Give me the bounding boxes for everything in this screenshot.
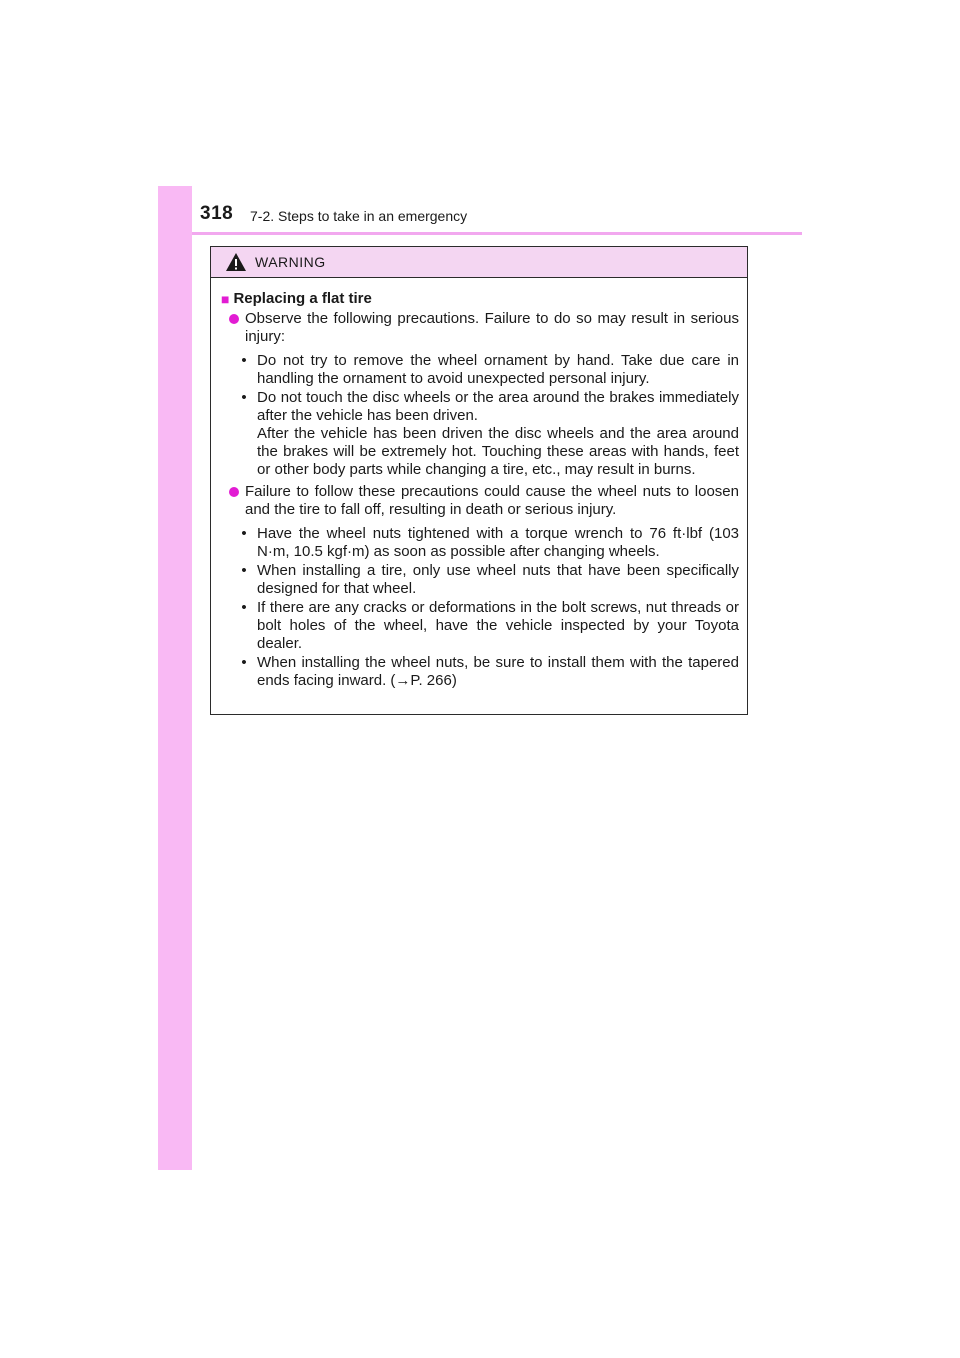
square-bullet-icon: ■	[221, 291, 230, 307]
list-item-text: If there are any cracks or deformations in the bolt screws, nut threads or bolt holes of the wheel, have the vehicle inspected by your Toyota dealer.	[257, 599, 739, 652]
sub-heading	[221, 290, 739, 308]
precaution-text: Observe the following precautions. Failure to do so may result in serious injury:	[245, 310, 739, 345]
warning-box	[210, 246, 748, 715]
dot-bullet-icon: •	[241, 352, 247, 369]
header-rule	[192, 232, 802, 235]
list-item-text: Have the wheel nuts tightened with a torque wrench to 76 ft·lbf (103 N·m, 10.5 kgf·m) as soon as possible after changing wheels.	[257, 525, 739, 560]
dot-bullet-icon: •	[241, 599, 247, 616]
precaution-item	[221, 310, 739, 346]
list-item-text-block	[253, 389, 739, 479]
warning-triangle-icon	[225, 252, 247, 272]
circle-bullet-icon	[229, 487, 239, 497]
bullet-list	[221, 525, 739, 690]
warning-label: WARNING	[255, 254, 326, 270]
dot-bullet-icon: •	[241, 562, 247, 579]
list-item	[221, 599, 739, 653]
list-item	[221, 654, 739, 690]
precaution-item	[221, 483, 739, 519]
section-title: 7-2. Steps to take in an emergency	[250, 208, 468, 224]
list-item-text: Do not try to remove the wheel ornament by hand. Take due care in handling the ornament to avoid unexpected personal injury.	[257, 352, 739, 387]
sub-heading-text: Replacing a flat tire	[233, 290, 372, 307]
dot-bullet-icon: •	[241, 525, 247, 542]
side-tab	[158, 186, 192, 1170]
warning-body	[211, 278, 747, 714]
bullet-list	[221, 352, 739, 479]
precaution-text: Failure to follow these precautions could cause the wheel nuts to loosen and the tire to fall off, resulting in death or serious injury.	[245, 483, 739, 518]
list-item	[221, 562, 739, 598]
page-number: 318	[200, 203, 234, 224]
list-item-text: After the vehicle has been driven the disc wheels and the area around the brakes will be extremely hot. Touching these areas with hands, feet or other body parts while changing a tire, etc., may result in burns.	[257, 425, 739, 478]
warning-header	[211, 247, 747, 278]
list-item	[221, 352, 739, 388]
list-item-text: Do not touch the disc wheels or the area around the brakes immediately after the vehicle has been driven.	[257, 389, 739, 424]
list-item	[221, 389, 739, 479]
dot-bullet-icon: •	[241, 654, 247, 671]
dot-bullet-icon: •	[241, 389, 247, 406]
circle-bullet-icon	[229, 314, 239, 324]
list-item-text: When installing the wheel nuts, be sure to install them with the tapered ends facing inward. (→P. 266)	[257, 654, 739, 689]
list-item-text: When installing a tire, only use wheel nuts that have been specifically designed for that wheel.	[257, 562, 739, 597]
list-item	[221, 525, 739, 561]
